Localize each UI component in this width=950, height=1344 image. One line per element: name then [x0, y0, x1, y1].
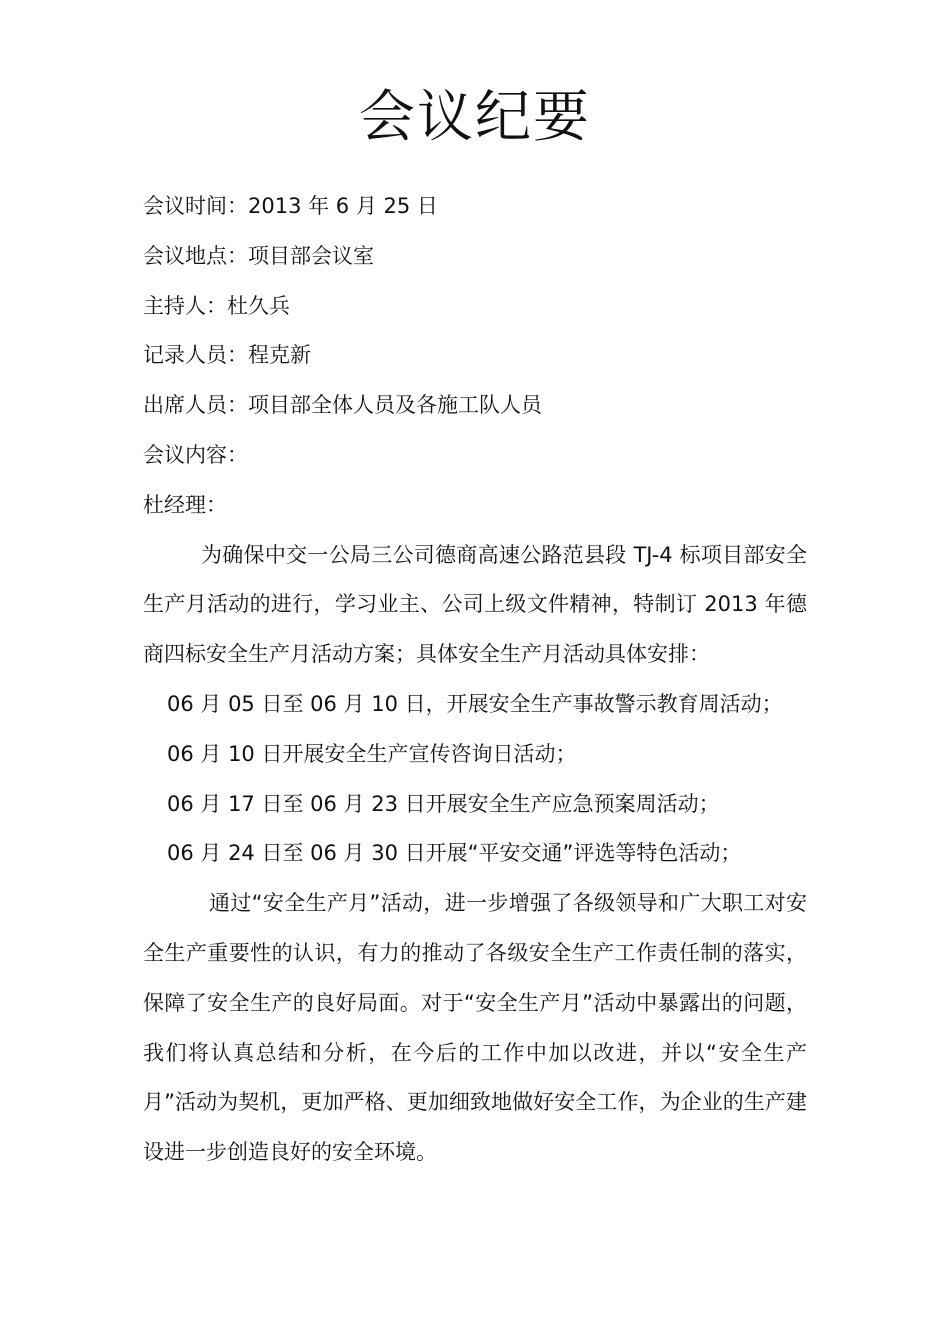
meeting-content-label: 会议内容：: [143, 442, 248, 467]
meeting-attendees: 出席人员：项目部全体人员及各施工队人员: [143, 393, 542, 418]
document-body: [143, 182, 807, 1178]
meeting-host: 主持人：杜久兵: [143, 293, 290, 318]
meeting-recorder: 记录人员：程克新: [143, 343, 311, 368]
meeting-time: 会议时间：2013 年 6 月 25 日: [143, 194, 438, 218]
schedule-item: 06 月 05 日至 06 月 10 日，开展安全生产事故警示教育周活动；: [167, 691, 783, 716]
document-title: 会议纪要: [359, 85, 591, 150]
schedule-item: 06 月 10 日开展安全生产宣传咨询日活动；: [167, 741, 577, 766]
speaker-label: 杜经理：: [143, 492, 227, 517]
schedule-item: 06 月 17 日至 06 月 23 日开展安全生产应急预案周活动；: [167, 791, 720, 816]
schedule-item: 06 月 24 日至 06 月 30 日开展“平安交通”评选等特色活动；: [167, 841, 742, 866]
paragraph-intro: 为确保中交一公局三公司德商高速公路范县段 TJ-4 标项目部安全生产月活动的进行，学习业主、公司上级文件精神，特制订 2013 年德商四标安全生产月活动方案；具体安全生产月活动具体安排：: [143, 542, 807, 667]
meeting-location: 会议地点：项目部会议室: [143, 243, 374, 268]
paragraph-summary: 通过“安全生产月”活动，进一步增强了各级领导和广大职工对安全生产重要性的认识，有力的推动了各级安全生产工作责任制的落实，保障了安全生产的良好局面。对于“安全生产月”活动中暴露出的问题，我们将认真总结和分析，在今后的工作中加以改进，并以“安全生产月”活动为契机，更加严格、更加细致地做好安全工作，为企业的生产建设进一步创造良好的安全环境。: [143, 891, 807, 1165]
